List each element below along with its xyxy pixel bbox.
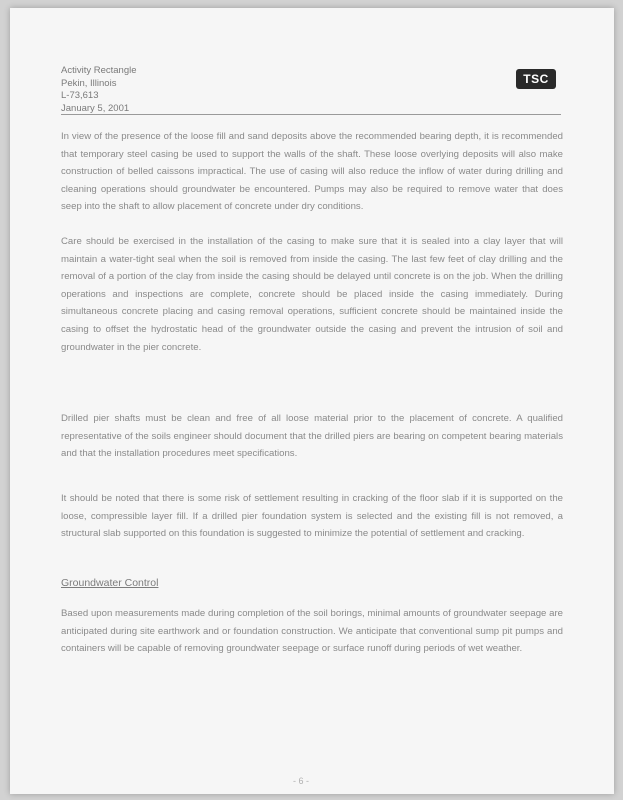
document-page [10,8,614,794]
header-divider [61,114,561,115]
header-project-name: Activity Rectangle [61,65,137,76]
paragraph-casing-installation: Care should be exercised in the installation of the casing to make sure that it is sealed into a clay layer that will maintain a water-tight seal when the soil is removed from inside the casing. The last few feet of clay drilling and the removal of a portion of the clay from inside the casing should be delayed until concrete is on the job. When the drilling operations and inspections are complete, concrete should be placed inside the casing immediately. During simultaneous concrete placing and casing removal operations, sufficient concrete should be maintained inside the casing to offset the hydrostatic head of the groundwater outside the casing and prevent the intrusion of soil and groundwater in the pier concrete. [61,236,563,353]
paragraph-casing: In view of the presence of the loose fill and sand deposits above the recommended bearing depth, it is recommended that temporary steel casing be used to support the walls of the shaft. These loose overlying deposits will also make construction of belled caissons impractical. The use of casing will also reduce the inflow of water during drilling and cleaning operations should groundwater be encountered. Pumps may also be required to remove water that does seep into the shaft to allow placement of concrete under dry conditions. [61,131,563,213]
paragraph-settlement-risk: It should be noted that there is some risk of settlement resulting in cracking of the floor slab if it is supported on the loose, compressible layer fill. If a drilled pier foundation system is selected and the existing fill is not removed, a structural slab supported on this foundation is suggested to minimize the potential of settlement and cracking. [61,493,563,540]
header-project-number: L-73,613 [61,90,99,101]
paragraph-groundwater: Based upon measurements made during completion of the soil borings, minimal amounts of groundwater seepage are anticipated during site earthwork and or foundation construction. We anticipate that conventional sump pit pumps and containers will be capable of removing groundwater seepage or surface runoff during periods of wet weather. [61,608,563,655]
document-header [61,65,137,115]
paragraph-pier-inspection: Drilled pier shafts must be clean and free of all loose material prior to the placement of concrete. A qualified representative of the soils engineer should document that the drilled piers are bearing on competent bearing materials and that the installation procedures meet specifications. [61,413,563,460]
section-heading: Groundwater Control [61,577,159,589]
header-location: Pekin, Illinois [61,77,117,89]
company-logo: TSC [516,69,556,89]
page-number: - 6 - [293,776,310,786]
header-date: January 5, 2001 [61,102,130,114]
